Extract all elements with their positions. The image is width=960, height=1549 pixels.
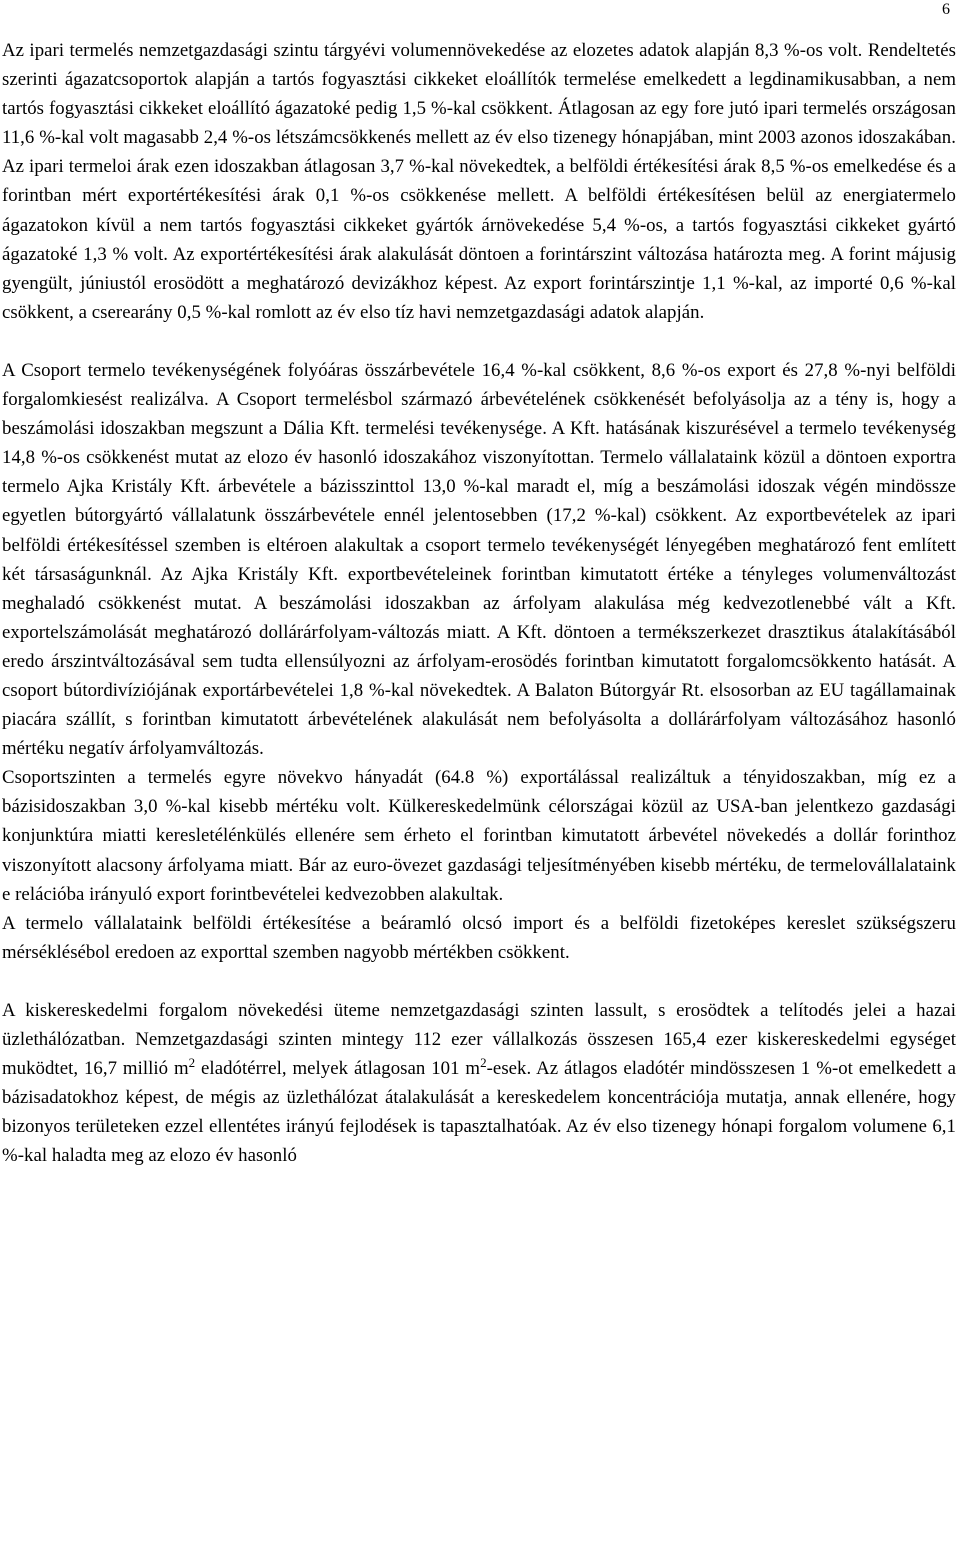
retail-text-part-1: A kiskereskedelmi forgalom növekedési üteme nemzetgazdasági szinten lassult, s erosödtek a telítodés jelei a hazai üzlethálózatban. Nemzetgazdasági szinten mintegy 112 ezer vállalkozás összesen 165,4 ezer kiskereskedelmi egységet muködtet, 16,7 millió m: [2, 999, 956, 1080]
retail-text-part-3: -esek. Az átlagos eladótér mindösszesen 1 %-ot emelkedett a bázisadatokhoz képest, de mégis az üzlethálózat átalakulását a kereskedelem koncentrációja mutatja, annak ellenére, hogy bizonyos területeken ezzel ellentétes irányú fejlodések is tapasztalhatóak. Az év elso tizenegy hónapi forgalom volumene 6,1 %-kal haladta meg az elozo év hasonló: [2, 1058, 956, 1167]
paragraph-domestic-sales: A termelo vállalataink belföldi értékesítése a beáramló olcsó import és a belföldi fizetoképes kereslet szükségszeru mérséklésébol eredoen az exporttal szemben nagyobb mértékben csökkent.: [2, 912, 956, 963]
superscript-square: 2: [188, 1055, 196, 1071]
page-number: 6: [942, 1, 950, 18]
paragraph-industrial-production: Az ipari termelés nemzetgazdasági szintu tárgyévi volumennövekedése az elozetes adatok alapján 8,3 %-os volt. Rendeltetés szerinti ágazatcsoportok alapján a tartós fogyasztási cikkeket eloállítók termelése emelkedett a legdinamikusabban, a nem tartós fogyasztási cikkeket eloállító ágazatoké pedig 1,5 %-kal csökkent. Átlagosan az egy fore jutó ipari termelés országosan 11,6 %-kal volt magasabb 2,4 %-os létszámcsökkenés mellett az év elso tizenegy hónapjában, mint 2003 azonos idoszakában. Az ipari termeloi árak ezen idoszakban átlagosan 3,7 %-kal növekedtek, a belföldi értékesítési árak 8,5 %-os emelkedése és a forintban mért exportértékesítési árak 0,1 %-os csökkenése mellett. A belföldi értékesítésen belül az energiatermelo ágazatokon kívül a nem tartós fogyasztási cikkeket gyártók árnövekedése 5,4 %-os, a tartós fogyasztási cikkeket gyártó ágazatoké 1,3 % volt. Az exportértékesítési árak alakulását döntoen a forintárszint változása határozta meg. A forint májusig gyengült, júniustól erosödött a meghatározó devizákhoz képest. Az export forintárszintje 1,1 %-kal, az importé 0,6 %-kal csökkent, a cserearány 0,5 %-kal romlott az év elso tíz havi nemzetgazdasági adatok alapján.: [2, 40, 956, 323]
paragraph-export-share: Csoportszinten a termelés egyre növekvo hányadát (64.8 %) exportálással realizáltuk a tényidoszakban, míg ez a bázisidoszakban 3,0 %-kal kisebb mértéku volt. Külkereskedelmünk célországai közül az USA-ban jelentkezo gazdasági konjunktúra miatti keresletélénkülés ellenére sem érheto el forintban kimutatott árbevétel növekedés a dollár forinthoz viszonyított alacsony árfolyama miatt. Bár az euro-övezet gazdasági teljesítményében kisebb mértéku, de termelovállalataink e relációba irányuló export forintbevételei kedvezobben alakultak.: [2, 767, 956, 905]
paragraph-spacer: [2, 327, 956, 356]
paragraph-group-revenue: A Csoport termelo tevékenységének folyóáras összárbevétele 16,4 %-kal csökkent, 8,6 %-os export és 27,8 %-nyi belföldi forgalomkiesést realizálva. A Csoport termelésbol származó árbevételének csökkenését befolyásolja az a tény is, hogy a beszámolási idoszakban megszunt a Dália Kft. termelési tevékenysége. A Kft. hatásának kiszurésével a termelo tevékenység 14,8 %-os csökkenést mutat az elozo év hasonló idoszakához viszonyítottan. Termelo vállalataink közül a döntoen exportra termelo Ajka Kristály Kft. árbevétele a bázisszinttol 13,0 %-kal maradt el, míg a beszámolási idoszak végén mindössze egyetlen bútorgyártó vállalatunk összárbevétele ennél jelentosebben (17,2 %-kal) csökkent. Az exportbevételek az ipari belföldi értékesítéssel szemben is eltéroen alakultak a csoport termelo tevékenységét lényegében meghatározó fent említett két társaságunknál. Az Ajka Kristály Kft. exportbevételeinek forintban kimutatott értéke a tényleges volumenváltozást meghaladó csökkenést mutat. A beszámolási idoszakban az árfolyam alakulása még kedvezotlenebbé vált a Kft. exportelszámolását meghatározó dollárárfolyam-változás miatt. A Kft. döntoen a termékszerkezet drasztikus átalakításából eredo árszintváltozásával sem tudta ellensúlyozni az árfolyam-erosödés forintban kimutatott forgalomcsökkento hatását. A csoport bútordivíziójának exportárbevételei 1,8 %-kal növekedtek. A Balaton Bútorgyár Rt. elsosorban az EU tagállamainak piacára szállít, s forintban kimutatott árbevételének alakulását nem befolyásolta a dollárárfolyam változásához hasonló mértéku negatív árfolyamváltozás.: [2, 359, 956, 760]
paragraph-retail-trade: [2, 996, 956, 1171]
paragraph-spacer: [2, 967, 956, 996]
document-body: [2, 36, 956, 1170]
superscript-square: 2: [480, 1055, 487, 1071]
retail-text-part-2: eladótérrel, melyek átlagosan 101 m: [195, 1058, 481, 1080]
